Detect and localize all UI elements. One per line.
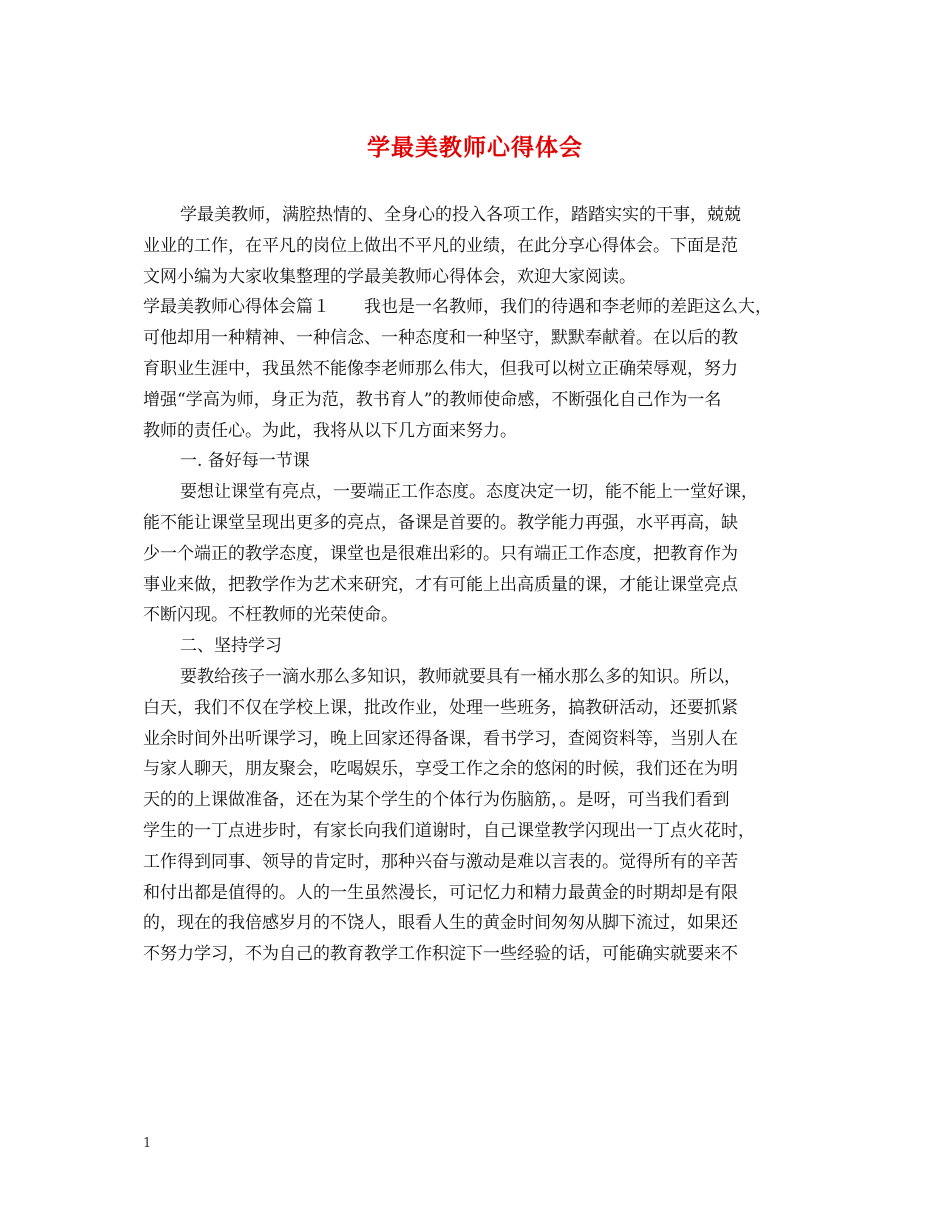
document-body (143, 200, 823, 970)
paragraph-line: 要教给孩子一滴水那么多知识，教师就要具有一桶水那么多的知识。所以， (180, 666, 741, 687)
paragraph-line: 学生的一丁点进步时，有家长向我们道谢时，自己课堂教学闪现出一丁点火花时， (143, 820, 755, 841)
paragraph-line: 与家人聊天，朋友聚会，吃喝娱乐，享受工作之余的悠闲的时候，我们还在为明 (143, 759, 738, 780)
paragraph-line: 白天，我们不仅在学校上课，批改作业，处理一些班务，搞教研活动，还要抓紧 (143, 697, 738, 718)
paragraph-line: 学最美教师心得体会篇１ 我也是一名教师，我们的待遇和李老师的差距这么大， (143, 297, 772, 318)
paragraph-line: 要想让课堂有亮点，一要端正工作态度。态度决定一切，能不能上一堂好课， (180, 482, 758, 503)
paragraph-line: 教师的责任心。为此，我将从以下几方面来努力。 (143, 420, 517, 441)
paragraph-line: 文网小编为大家收集整理的学最美教师心得体会，欢迎大家阅读。 (143, 266, 636, 287)
page-number: 1 (143, 1136, 152, 1151)
section-heading: 二、坚持学习 (180, 636, 282, 657)
paragraph-line: 能不能让课堂呈现出更多的亮点，备课是首要的。教学能力再强，水平再高，缺 (143, 512, 738, 533)
paragraph-line: 学最美教师，满腔热情的、全身心的投入各项工作，踏踏实实的干事，兢兢 (180, 205, 741, 225)
paragraph-line: 和付出都是值得的。人的一生虽然漫长，可记忆力和精力最黄金的时期却是有限 (143, 882, 738, 903)
paragraph-line: 少一个端正的教学态度，课堂也是很难出彩的。只有端正工作态度，把教育作为 (143, 543, 738, 564)
paragraph-line: 增强“学高为师，身正为范，教书育人”的教师使命感，不断强化自己作为一名 (143, 389, 722, 410)
paragraph-line: 不努力学习，不为自己的教育教学工作积淀下一些经验的话，可能确实就要来不 (143, 944, 738, 965)
paragraph-line: 育职业生涯中，我虽然不能像李老师那么伟大，但我可以树立正确荣辱观，努力 (143, 358, 738, 379)
document-title: 学最美教师心得体会 (367, 134, 583, 161)
paragraph-line: 业业的工作，在平凡的岗位上做出不平凡的业绩，在此分享心得体会。下面是范 (143, 235, 738, 256)
paragraph-line: 可他却用一种精神、一种信念、一种态度和一种坚守，默默奉献着。在以后的教 (143, 328, 738, 349)
paragraph-line: 工作得到同事、领导的肯定时，那种兴奋与激动是难以言表的。觉得所有的辛苦 (143, 851, 738, 872)
paragraph-line: 天的的上课做准备，还在为某个学生的个体行为伤脑筋，。是呀，可当我们看到 (143, 790, 730, 811)
paragraph-line: 事业来做，把教学作为艺术来研究，才有可能上出高质量的课，才能让课堂亮点 (143, 574, 738, 595)
paragraph-line: 的，现在的我倍感岁月的不饶人，眼看人生的黄金时间匆匆从脚下流过，如果还 (143, 913, 738, 934)
paragraph-line: 业余时间外出听课学习，晚上回家还得备课，看书学习，查阅资料等，当别人在 (143, 728, 738, 749)
paragraph-line: 不断闪现。不枉教师的光荣使命。 (143, 605, 398, 626)
section-heading: 一. 备好每一节课 (180, 451, 310, 472)
